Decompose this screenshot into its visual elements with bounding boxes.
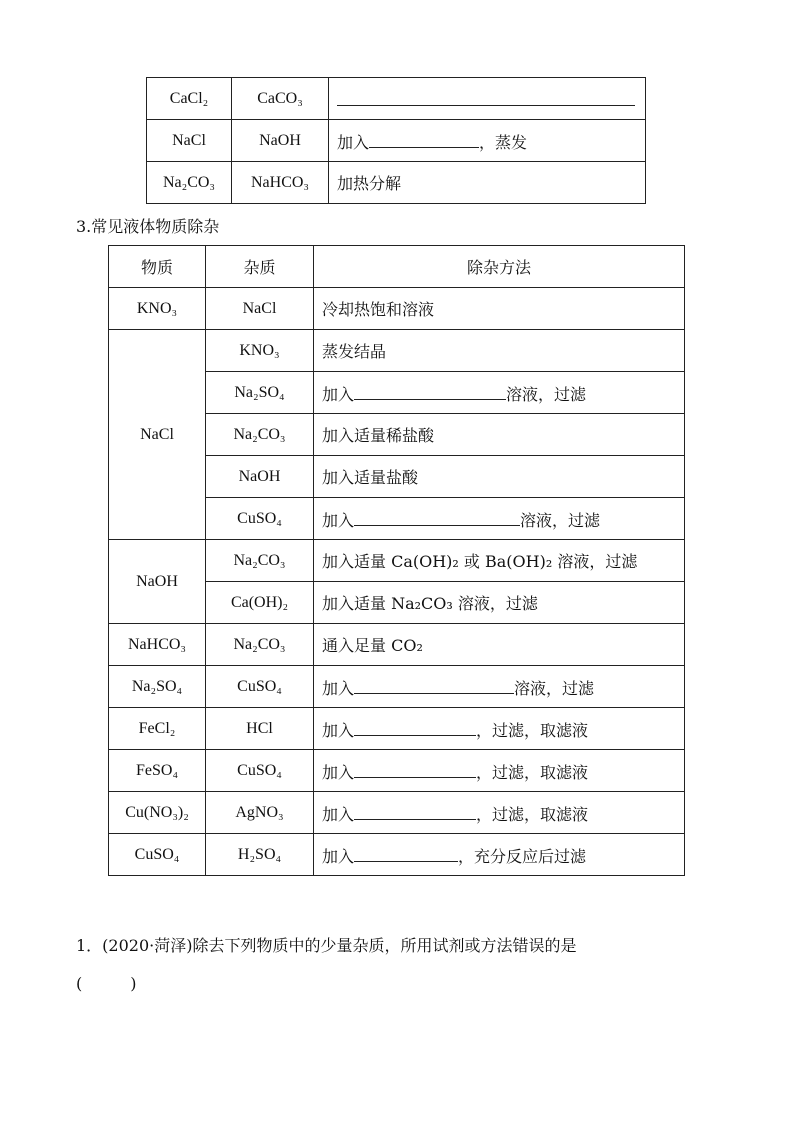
method-cell: 冷却热饱和溶液 [314, 288, 685, 330]
impurity-cell: NaCl [206, 288, 314, 330]
method-prefix: 加入 [322, 510, 355, 530]
substance-cell: NaCl [109, 330, 206, 540]
substance-cell: CuSO₄ [109, 834, 206, 876]
substance-cell: NaOH [109, 540, 206, 624]
impurity-cell: AgNO₃ [206, 792, 314, 834]
table-row [109, 708, 685, 750]
impurity-cell: Na₂CO₃ [206, 624, 314, 666]
method-cell [314, 372, 685, 414]
header-impurity: 杂质 [206, 246, 314, 288]
method-cell [314, 750, 685, 792]
impurity-cell: HCl [206, 708, 314, 750]
method-cell: 加热分解 [329, 162, 646, 204]
method-suffix: ，过滤，取滤液 [476, 762, 589, 782]
substance-cell: FeSO₄ [109, 750, 206, 792]
method-prefix: 加入 [322, 846, 355, 866]
method-cell [314, 708, 685, 750]
table-row [109, 624, 685, 666]
method-suffix: 溶液，过滤 [514, 678, 595, 698]
method-suffix: ，充分反应后过滤 [458, 846, 587, 866]
answer-blank[interactable] [354, 801, 476, 820]
substance-cell: CaCl₂ [147, 78, 232, 120]
method-cell: 加入适量盐酸 [314, 456, 685, 498]
method-prefix: 加入 [322, 384, 355, 404]
question-text: 1．(2020·菏泽)除去下列物质中的少量杂质，所用试剂或方法错误的是 [76, 936, 577, 955]
table-row [147, 162, 646, 204]
substance-cell: NaCl [147, 120, 232, 162]
answer-bracket [76, 974, 137, 993]
method-cell: 通入足量 CO₂ [314, 624, 685, 666]
method-prefix: 加入 [322, 678, 355, 698]
answer-blank[interactable] [369, 129, 479, 148]
table-row [147, 120, 646, 162]
substance-cell: NaHCO₃ [109, 624, 206, 666]
table-row [147, 78, 646, 120]
method-cell [314, 834, 685, 876]
substance-cell: Cu(NO₃)₂ [109, 792, 206, 834]
impurity-cell: CuSO₄ [206, 666, 314, 708]
answer-blank[interactable] [354, 717, 476, 736]
impurity-cell: NaOH [232, 120, 329, 162]
method-prefix: 加入 [337, 132, 370, 152]
method-suffix: ，蒸发 [479, 132, 528, 152]
table-header-row [109, 246, 685, 288]
method-suffix: 溶液，过滤 [506, 384, 587, 404]
header-method: 除杂方法 [314, 246, 685, 288]
substance-cell: Na₂CO₃ [147, 162, 232, 204]
paren-open: ( [76, 974, 83, 993]
method-cell: 加入适量 Ca(OH)₂ 或 Ba(OH)₂ 溶液，过滤 [314, 540, 685, 582]
impurity-cell: CuSO₄ [206, 750, 314, 792]
impurity-cell: Na₂CO₃ [206, 414, 314, 456]
method-prefix: 加入 [322, 804, 355, 824]
table-row [109, 750, 685, 792]
method-prefix: 加入 [322, 762, 355, 782]
impurity-cell: H₂SO₄ [206, 834, 314, 876]
answer-blank[interactable] [354, 381, 506, 400]
table-row [109, 330, 685, 372]
method-cell [329, 78, 646, 120]
substance-cell: FeCl₂ [109, 708, 206, 750]
impurity-cell: Ca(OH)₂ [206, 582, 314, 624]
liquid-impurity-table [108, 245, 685, 876]
impurity-cell: Na₂CO₃ [206, 540, 314, 582]
substance-cell: KNO₃ [109, 288, 206, 330]
table-row [109, 666, 685, 708]
method-cell: 加入适量 Na₂CO₃ 溶液，过滤 [314, 582, 685, 624]
impurity-cell: CuSO₄ [206, 498, 314, 540]
impurity-cell: NaHCO₃ [232, 162, 329, 204]
table-row [109, 288, 685, 330]
method-cell [314, 792, 685, 834]
substance-cell: Na₂SO₄ [109, 666, 206, 708]
method-suffix: ，过滤，取滤液 [476, 720, 589, 740]
method-cell: 蒸发结晶 [314, 330, 685, 372]
method-suffix: 溶液，过滤 [520, 510, 601, 530]
answer-blank[interactable] [354, 759, 476, 778]
section-heading: 3.常见液体物质除杂 [76, 217, 220, 236]
table-row [109, 792, 685, 834]
method-cell: 加入适量稀盐酸 [314, 414, 685, 456]
impurity-cell: KNO₃ [206, 330, 314, 372]
method-cell [329, 120, 646, 162]
header-substance: 物质 [109, 246, 206, 288]
method-cell [314, 666, 685, 708]
solid-impurity-table-continued [146, 77, 646, 204]
method-prefix: 加入 [322, 720, 355, 740]
answer-blank[interactable] [354, 843, 458, 862]
method-cell [314, 498, 685, 540]
table-row [109, 540, 685, 582]
method-suffix: ，过滤，取滤液 [476, 804, 589, 824]
answer-blank[interactable] [354, 507, 520, 526]
paren-close: ) [130, 974, 137, 993]
impurity-cell: CaCO₃ [232, 78, 329, 120]
answer-blank[interactable] [354, 675, 514, 694]
impurity-cell: NaOH [206, 456, 314, 498]
impurity-cell: Na₂SO₄ [206, 372, 314, 414]
answer-blank[interactable] [337, 87, 635, 106]
table-row [109, 834, 685, 876]
